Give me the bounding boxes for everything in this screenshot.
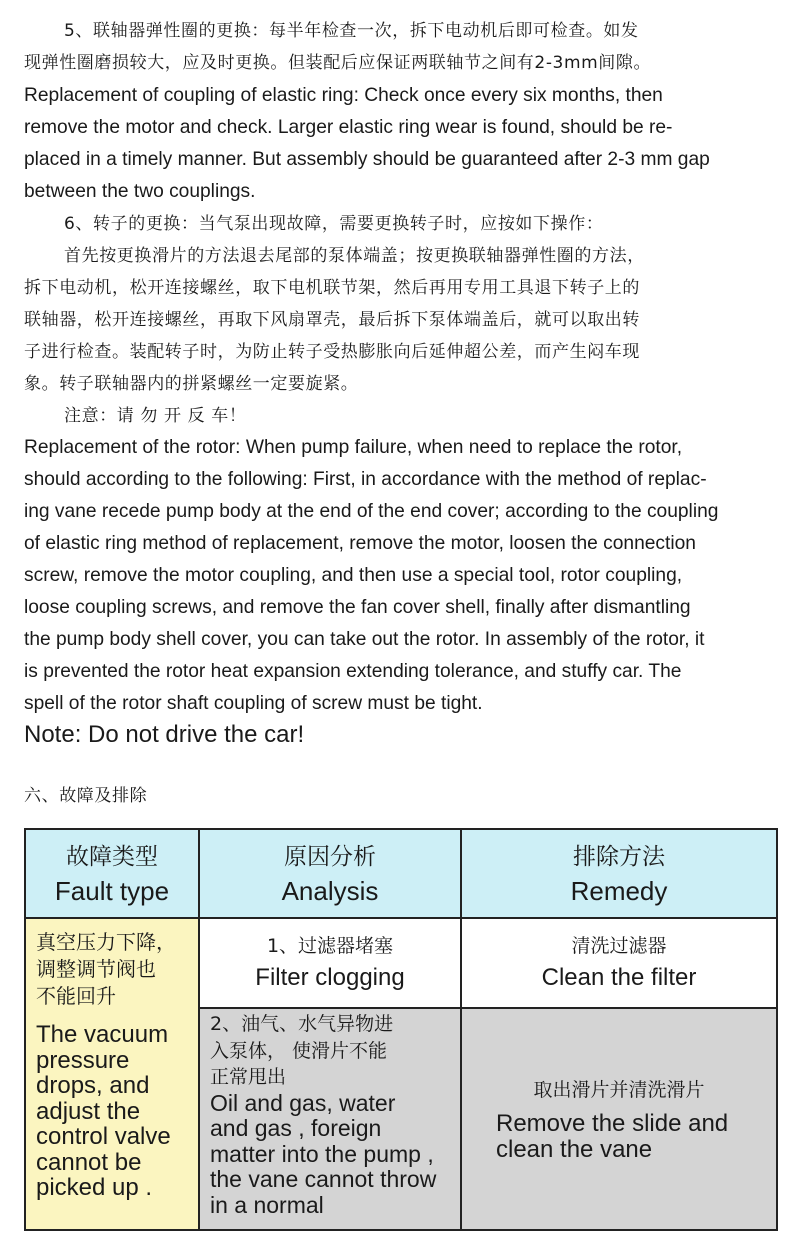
remedy-2-en-line: Remove the slide and (496, 1110, 729, 1137)
header-fault-type-cn: 故障类型 (66, 843, 158, 870)
note-en: Note: Do not drive the car! (24, 721, 305, 748)
sec6-cn-line-5: 子进行检查。装配转子时，为防止转子受热膨胀向后延伸超公差，而产生闷车现 (24, 342, 640, 362)
sec6-cn-line-3: 拆下电动机，松开连接螺丝，取下电机联节架，然后再用专用工具退下转子上的 (24, 278, 640, 298)
fault-cn-line: 调整调节阀也 (36, 957, 156, 981)
section-title: 六、故障及排除 (24, 786, 148, 806)
sec5-en-line-4: between the two couplings. (24, 181, 256, 202)
sec6-cn-line-6: 象。转子联轴器内的拼紧螺丝一定要旋紧。 (24, 374, 359, 394)
header-fault-type-en: Fault type (54, 875, 170, 906)
warning-cn: 注意：请 勿 开 反 车！ (64, 406, 247, 426)
sec5-cn-line-1: 5、联轴器弹性圈的更换：每半年检查一次，拆下电动机后即可检查。如发 (64, 21, 639, 41)
sec6-en-line-4: of elastic ring method of replacement, remove the motor, loosen the connection (24, 533, 696, 554)
header-remedy-en: Remedy (570, 875, 668, 906)
header-analysis-cn: 原因分析 (284, 843, 376, 870)
analysis-2-en-line: in a normal (210, 1191, 324, 1218)
sec6-en-line-7: the pump body shell cover, you can take out the rotor. In assembly of the rotor, it (24, 629, 705, 650)
analysis-1-en: Filter clogging (255, 964, 405, 991)
header-analysis-en: Analysis (281, 875, 379, 906)
fault-en-line: drops, and (36, 1072, 150, 1099)
table-header-row (25, 829, 777, 918)
analysis-2-cn-line: 入泵体， 使滑片不能 (210, 1039, 388, 1062)
fault-en-line: control valve (36, 1123, 171, 1150)
analysis-2-en-line: Oil and gas, water (210, 1089, 396, 1116)
sec6-en-line-5: screw, remove the motor coupling, and then use a special tool, rotor coupling, (24, 565, 683, 586)
fault-en-line: The vacuum (36, 1021, 169, 1048)
fault-en-line: picked up . (36, 1174, 153, 1201)
header-remedy (461, 829, 777, 918)
fault-en-line: adjust the (36, 1097, 141, 1125)
header-remedy-cn: 排除方法 (573, 843, 665, 870)
remedy-1-cn: 清洗过滤器 (571, 935, 667, 957)
sec6-cn-line-4: 联轴器，松开连接螺丝，再取下风扇罩壳，最后拆下泵体端盖后，就可以取出转 (24, 310, 640, 330)
analysis-1-cn: 1、过滤器堵塞 (266, 935, 394, 957)
analysis-2-en-line: the vane cannot throw (210, 1166, 437, 1192)
fault-cn-line: 不能回升 (36, 984, 116, 1008)
remedy-2-cn: 取出滑片并清洗滑片 (533, 1079, 705, 1101)
analysis-2-cn-line: 正常甩出 (210, 1066, 287, 1088)
analysis-cell-1 (199, 918, 461, 1008)
analysis-2-en-line: matter into the pump , (210, 1140, 434, 1167)
fault-cell (25, 918, 199, 1230)
sec6-cn-line-1: 6、转子的更换：当气泵出现故障，需要更换转子时，应按如下操作： (64, 214, 604, 234)
sec5-cn-line-2: 现弹性圈磨损较大，应及时更换。但装配后应保证两联轴节之间有2-3mm间隙。 (24, 53, 652, 73)
sec6-en-line-3: ing vane recede pump body at the end of the end cover; according to the coupling (24, 501, 719, 522)
header-analysis (199, 829, 461, 918)
sec5-en-line-3: placed in a timely manner. But assembly should be guaranteed after 2-3 mm gap (24, 149, 710, 170)
remedy-1-en: Clean the filter (541, 964, 697, 991)
remedy-cell-2 (461, 1008, 777, 1230)
sec6-en-line-9: spell of the rotor shaft coupling of screw must be tight. (24, 693, 483, 714)
sec6-en-line-8: is prevented the rotor heat expansion extending tolerance, and stuffy car. The (24, 661, 682, 682)
table-row (25, 918, 777, 1008)
sec5-en-line-2: remove the motor and check. Larger elastic ring wear is found, should be re- (24, 117, 673, 138)
fault-cn-line: 真空压力下降， (36, 930, 176, 954)
remedy-2-en-line: clean the vane (496, 1136, 653, 1163)
analysis-2-en-line: and gas , foreign (210, 1115, 382, 1141)
fault-en-line: pressure (36, 1046, 130, 1074)
sec6-en-line-6: loose coupling screws, and remove the fan cover shell, finally after dismantling (24, 597, 691, 618)
remedy-cell-1 (461, 918, 777, 1008)
analysis-2-cn-line: 2、油气、水气异物进 (210, 1013, 394, 1035)
fault-en-line: cannot be (36, 1148, 142, 1176)
header-fault-type (25, 829, 199, 918)
sec5-en-line-1: Replacement of coupling of elastic ring: Check once every six months, then (24, 85, 663, 106)
fault-table (24, 828, 778, 1231)
sec6-en-line-2: should according to the following: First, in accordance with the method of replac- (24, 469, 707, 490)
sec6-cn-line-2: 首先按更换滑片的方法退去尾部的泵体端盖；按更换联轴器弹性圈的方法， (64, 246, 645, 266)
sec6-en-line-1: Replacement of the rotor: When pump failure, when need to replace the rotor, (24, 437, 683, 458)
analysis-cell-2 (199, 1008, 461, 1230)
